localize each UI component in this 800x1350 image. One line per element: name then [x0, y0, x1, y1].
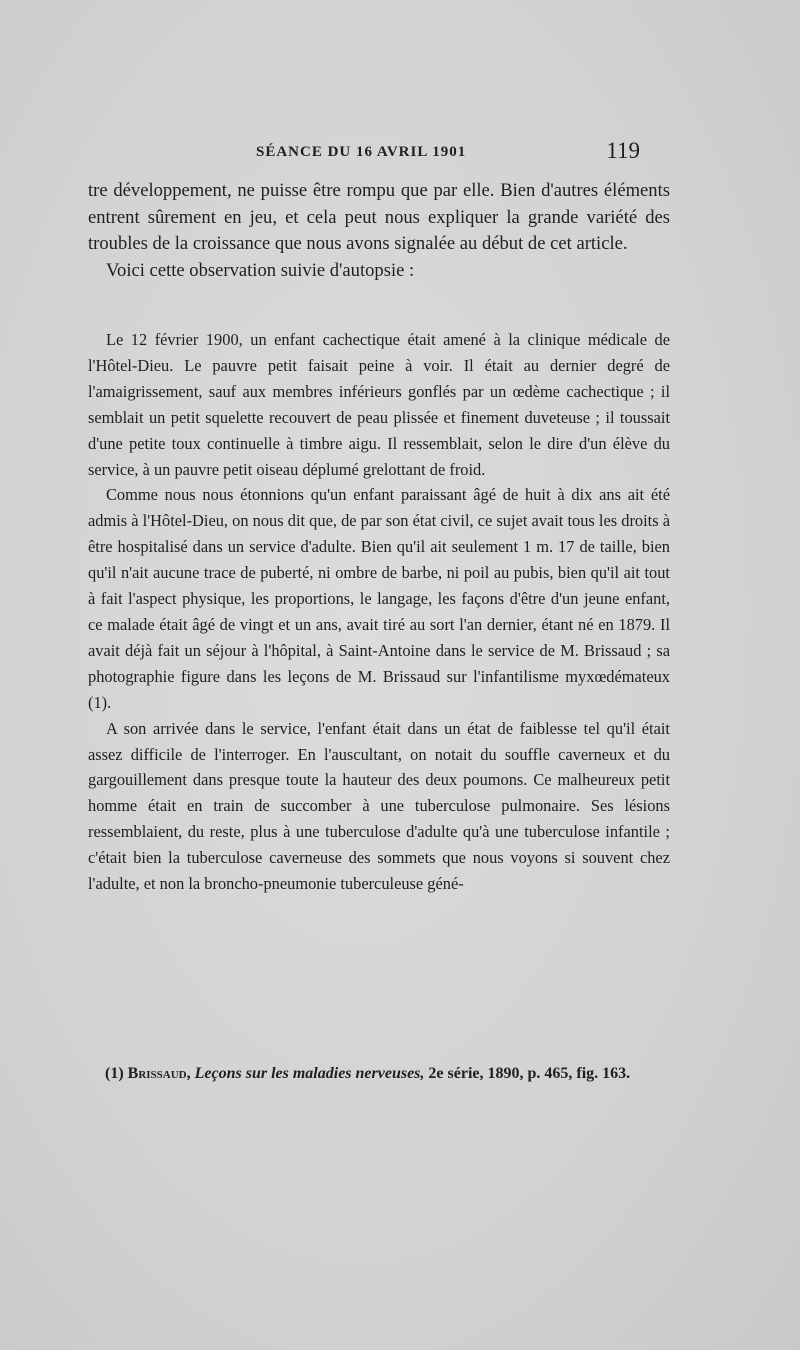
- footnote: [105, 1062, 670, 1085]
- observation-block: [88, 327, 670, 897]
- page-header: [90, 138, 650, 168]
- intro-line: Voici cette observation suivie d'autopsie :: [106, 259, 415, 281]
- observation-paragraph: A son arrivée dans le service, l'enfant était dans un état de faiblesse tel qu'il était assez difficile de l'interroger. En l'auscultant, on notait du souffle caverneux et du gargouillement dans presque toute la hauteur des deux poumons. Ce malheureux petit homme était en train de succomber à une tuberculose pulmonaire. Ses lésions ressemblaient, du reste, plus à une tuberculose d'adulte qu'à une tuberculose infantile ; c'était bien la tuberculose caverneuse des sommets que nous voyons si souvent chez l'adulte, et non la broncho-pneumonie tuberculeuse géné-: [88, 718, 670, 894]
- footnote-title: Leçons sur les maladies nerveuses,: [194, 1065, 425, 1082]
- lead-paragraph: tre développement, ne puisse être rompu que par elle. Bien d'autres éléments entrent sûrement en jeu, et cela peut nous expliquer la grande variété des troubles de la croissance que nous avons signalée au début de cet article.: [88, 180, 670, 254]
- footnote-marker: (1): [105, 1065, 124, 1082]
- footnote-details: 2e série, 1890, p. 465, fig. 163.: [428, 1065, 631, 1082]
- observation-paragraph: Le 12 février 1900, un enfant cachectique était amené à la clinique médicale de l'Hôtel-Dieu. Le pauvre petit faisait peine à voir. Il était au dernier degré de l'amaigrissement, sauf aux membres inférieurs gonflés par un œdème cachectique ; il semblait un petit squelette recouvert de peau plissée et finement duveteuse ; il toussait d'une petite toux continuelle à timbre aigu. Il ressemblait, selon le dire d'un élève du service, à un pauvre petit oiseau déplumé grelottant de froid.: [88, 330, 670, 479]
- page-number: 119: [606, 138, 640, 163]
- main-text: [88, 178, 670, 284]
- running-head: SÉANCE DU 16 AVRIL 1901: [256, 144, 467, 160]
- footnote-author: Brissaud,: [127, 1065, 191, 1082]
- observation-paragraph: Comme nous nous étonnions qu'un enfant paraissant âgé de huit à dix ans ait été admis à l'Hôtel-Dieu, on nous dit que, de par son état civil, ce sujet avait tous les droits à être hospitalisé dans un service d'adulte. Bien qu'il ait seulement 1 m. 17 de taille, bien qu'il n'ait aucune trace de puberté, ni ombre de barbe, ni poil au pubis, bien qu'il ait tout à fait l'aspect physique, les proportions, le langage, les façons d'être d'un jeune enfant, ce malade était âgé de vingt et un ans, avait tiré au sort l'an dernier, étant né en 1879. Il avait déjà fait un séjour à l'hôpital, à Saint-Antoine dans le service de M. Brissaud ; sa photographie figure dans les leçons de M. Brissaud sur l'infantilisme myxœdémateux (1).: [88, 485, 670, 712]
